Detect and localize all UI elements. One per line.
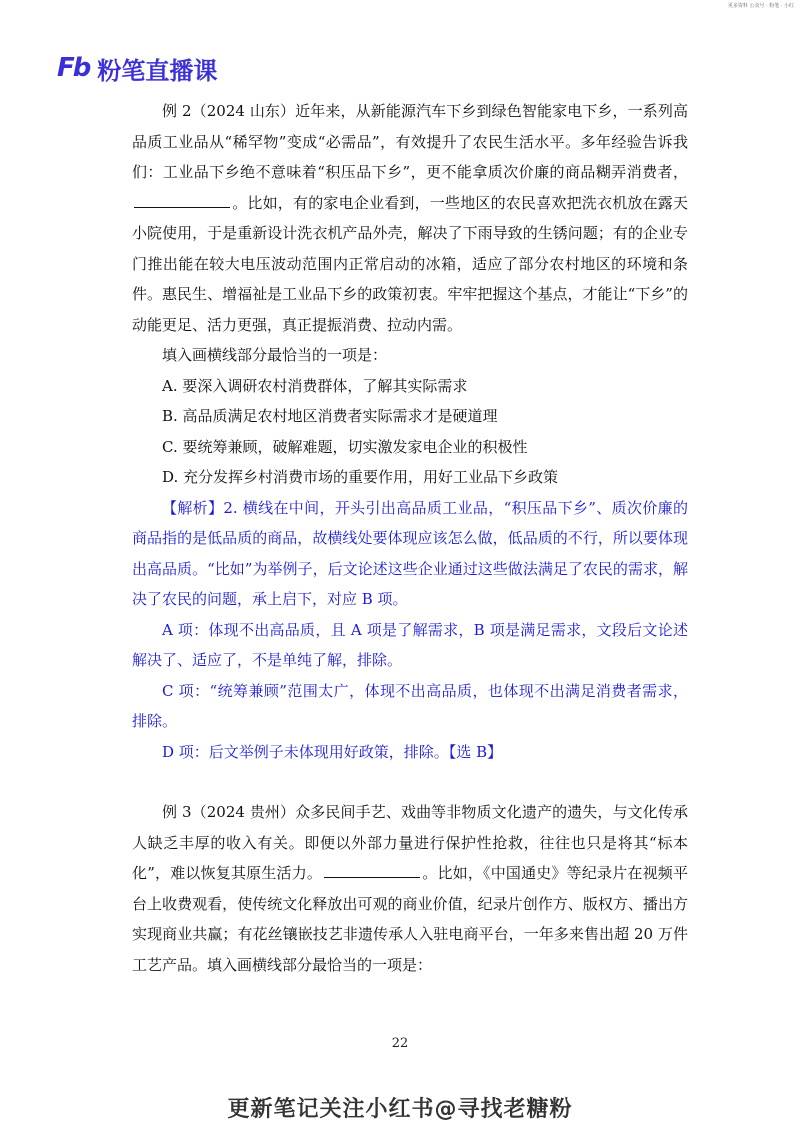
example-3-passage <box>132 797 688 980</box>
analysis-option-c: C 项：“统筹兼顾”范围太广，体现不出高品质，也体现不出满足消费者需求，排除。 <box>132 681 688 730</box>
analysis-main: 【解析】2. 横线在中间，开头引出高品质工业品，“积压品下乡”、质次价廉的商品指的是低品质的商品，故横线处要体现应该怎么做，低品质的不行，所以要体现出高品质。“比如”为举例子，后文论述这些企业通过这些做法满足了农民的需求，解决了农民的问题，承上启下，对应 B 项。 <box>132 498 688 608</box>
example-2-text-after-blank: 。比如，有的家电企业看到，一些地区的农民喜欢把洗衣机放在露天小院使用，于是重新设计洗衣机产品外壳，解决了下雨导致的生锈问题；有的企业专门推出能在较大电压波动范围内正常启动的冰箱，适应了部分农村地区的环境和条件。惠民生、增福祉是工业品下乡的政策初衷。牢牢把握这个基点，才能让“下乡”的动能更足、活力更强，真正提振消费、拉动内需。 <box>132 193 688 334</box>
footer-watermark: 更新笔记关注小红书@寻找老糖粉 <box>227 1097 573 1122</box>
option-d: D. 充分发挥乡村消费市场的重要作用，用好工业品下乡政策 <box>162 468 559 486</box>
section-gap <box>132 767 688 797</box>
document-body <box>132 96 688 980</box>
example-3-text-after-blank: 。比如，《中国通史》等纪录片在视频平台上收费观看，使传统文化释放出可观的商业价值，纪录片创作方、版权方、播出方实现商业共赢；有花丝镶嵌技艺非遗传承人入驻电商平台，一年多来售出超 20 万件工艺产品。填入画横线部分最恰当的一项是： <box>132 864 688 974</box>
example-2-question: 填入画横线部分最恰当的一项是： <box>162 346 388 364</box>
logo-text: 粉笔直播课 <box>97 56 218 85</box>
example-2-text-before-blank: 例 2（2024 山东）近年来，从新能源汽车下乡到绿色智能家电下乡，一系列高品质工业品从“稀罕物”变成“必需品”，有效提升了农民生活水平。多年经验告诉我们：工业品下乡绝不意味着“积压品下乡”，更不能拿质次价廉的商品糊弄消费者， <box>132 102 688 181</box>
option-a: A. 要深入调研农村消费群体，了解其实际需求 <box>162 376 468 395</box>
analysis-option-a: A 项：体现不出高品质，且 A 项是了解需求，B 项是满足需求，文段后文论述解决了、适应了，不是单纯了解，排除。 <box>132 620 688 669</box>
example-3-text-before-blank: 例 3（2024 贵州）众多民间手艺、戏曲等非物质文化遗产的遗失，与文化传承人缺乏丰厚的收入有关。即便以外部力量进行保护性抢救，往往也只是将其“标本化”，难以恢复其原生活力。 <box>132 803 688 882</box>
fill-in-blank <box>324 863 420 878</box>
option-b: B. 高品质满足农村地区消费者实际需求才是硬道理 <box>162 407 498 425</box>
corner-note: 更多资料 公众号 · 粉笔 · 小红 <box>727 3 794 9</box>
page-number: 22 <box>391 1036 409 1051</box>
logo-mark-icon: Fb <box>57 53 90 83</box>
example-2-passage <box>132 96 688 340</box>
analysis-option-d: D 项：后文举例子未体现用好政策，排除。【选 B】 <box>162 742 503 761</box>
brand-logo <box>57 52 217 84</box>
option-c: C. 要统筹兼顾，破解难题，切实激发家电企业的积极性 <box>162 437 528 456</box>
fill-in-blank <box>134 193 230 208</box>
